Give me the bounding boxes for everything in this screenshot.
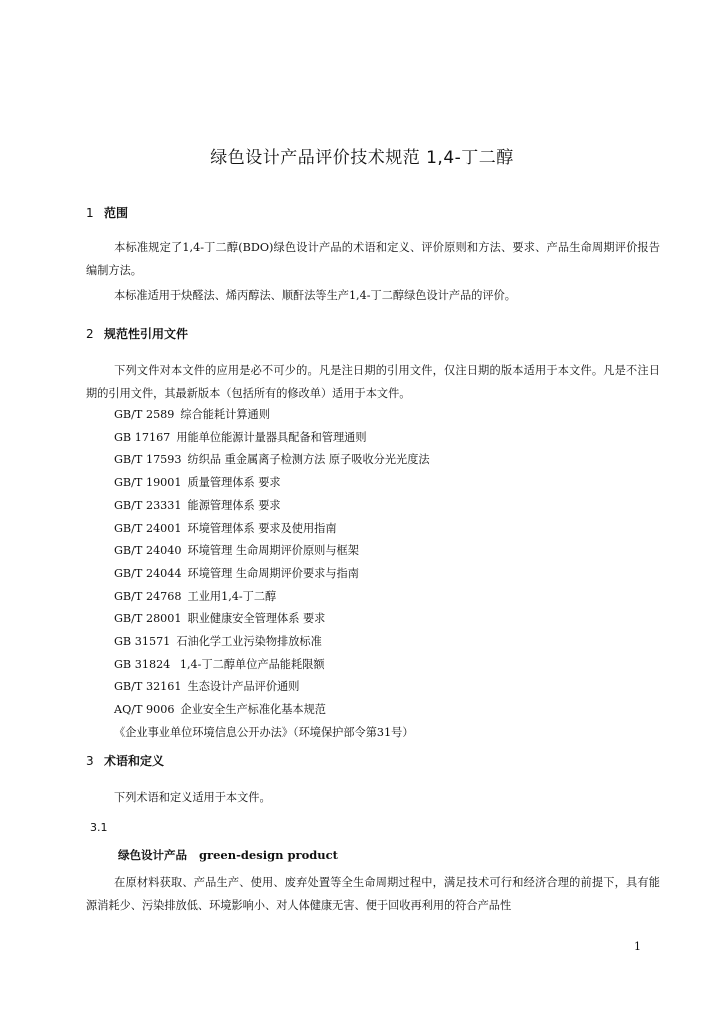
reference-title: 石油化学工业污染物排放标准 <box>176 635 322 649</box>
section-2-title: 规范性引用文件 <box>104 327 189 341</box>
reference-item <box>114 518 430 541</box>
reference-item <box>114 427 430 450</box>
reference-title: 用能单位能源计量器具配备和管理通则 <box>176 430 367 444</box>
reference-title: 综合能耗计算通则 <box>180 408 270 421</box>
reference-item <box>114 449 430 472</box>
normative-reference-list <box>114 404 430 745</box>
term-entry <box>118 847 338 863</box>
document-title: 绿色设计产品评价技术规范 1,4-丁二醇 <box>210 148 514 168</box>
reference-code: GB/T 24040 <box>114 544 182 558</box>
section-3-intro-text: 下列术语和定义适用于本文件。 <box>114 791 271 804</box>
reference-item <box>114 540 430 563</box>
reference-item <box>114 404 430 427</box>
section-1-paragraph-1 <box>86 236 660 282</box>
reference-item <box>114 472 430 495</box>
reference-item <box>114 654 430 677</box>
reference-item <box>114 608 430 631</box>
reference-code: GB/T 28001 <box>114 612 182 626</box>
section-3-heading <box>86 752 164 769</box>
reference-title: 1,4-丁二醇单位产品能耗限额 <box>176 657 325 671</box>
reference-item <box>114 563 430 586</box>
reference-title: 职业健康安全管理体系 要求 <box>187 612 326 626</box>
section-3-intro <box>86 786 660 809</box>
reference-code: GB/T 24768 <box>114 589 182 603</box>
reference-code: GB/T 23331 <box>114 498 182 512</box>
section-3-number: 3 <box>86 754 94 768</box>
reference-code: GB/T 2589 <box>114 408 175 421</box>
term-definition <box>86 871 660 917</box>
reference-item <box>114 676 430 699</box>
section-1-heading <box>86 204 128 221</box>
reference-title: 纺织品 重金属离子检测方法 原子吸收分光光度法 <box>187 453 430 467</box>
section-1-paragraph-1-text: 本标准规定了1,4-丁二醇(BDO)绿色设计产品的术语和定义、评价原则和方法、要求、产品生命周期评价报告编制方法。 <box>86 241 660 277</box>
reference-title: 企业安全生产标准化基本规范 <box>180 703 326 717</box>
reference-title: 生态设计产品评价通则 <box>187 680 300 694</box>
section-1-paragraph-2-text: 本标准适用于炔醛法、烯丙醇法、顺酐法等生产1,4-丁二醇绿色设计产品的评价。 <box>114 289 516 302</box>
page-number: 1 <box>634 940 641 953</box>
reference-code: GB 31824 <box>114 657 171 671</box>
term-definition-text: 在原材料获取、产品生产、使用、废弃处置等全生命周期过程中，满足技术可行和经济合理的前提下，具有能源消耗少、污染排放低、环境影响小、对人体健康无害、便于回收再利用的符合产品性 <box>86 876 660 912</box>
section-1-number: 1 <box>86 206 94 220</box>
reference-code: GB/T 17593 <box>114 453 182 467</box>
reference-title: 工业用1,4-丁二醇 <box>187 589 277 603</box>
reference-code: GB 17167 <box>114 430 171 444</box>
reference-title: 环境管理 生命周期评价要求与指南 <box>187 566 359 580</box>
reference-code: AQ/T 9006 <box>114 703 175 717</box>
reference-title: 质量管理体系 要求 <box>187 476 281 490</box>
term-chinese: 绿色设计产品 <box>118 848 187 862</box>
subclause-number: 3.1 <box>90 821 108 834</box>
reference-item <box>114 631 430 654</box>
section-1-paragraph-2 <box>86 284 660 307</box>
reference-title: 环境管理体系 要求及使用指南 <box>187 521 337 535</box>
term-english: green-design product <box>199 848 338 862</box>
reference-item <box>114 495 430 518</box>
reference-title: 《企业事业单位环境信息公开办法》（环境保护部令第31号） <box>114 725 414 739</box>
reference-title: 能源管理体系 要求 <box>187 498 281 512</box>
reference-code: GB/T 24001 <box>114 521 182 535</box>
reference-item <box>114 722 430 745</box>
reference-code: GB 31571 <box>114 635 171 649</box>
reference-title: 环境管理 生命周期评价原则与框架 <box>187 544 359 558</box>
section-1-title: 范围 <box>104 206 129 220</box>
reference-code: GB/T 19001 <box>114 476 182 490</box>
section-2-intro <box>86 359 660 405</box>
reference-code: GB/T 32161 <box>114 680 182 694</box>
reference-code: GB/T 24044 <box>114 566 182 580</box>
section-2-number: 2 <box>86 327 94 341</box>
reference-item <box>114 586 430 609</box>
section-2-heading <box>86 325 188 342</box>
section-2-intro-text: 下列文件对本文件的应用是必不可少的。凡是注日期的引用文件，仅注日期的版本适用于本文件。凡是不注日期的引用文件，其最新版本（包括所有的修改单）适用于本文件。 <box>86 364 660 400</box>
reference-item <box>114 699 430 722</box>
section-3-title: 术语和定义 <box>104 754 165 768</box>
